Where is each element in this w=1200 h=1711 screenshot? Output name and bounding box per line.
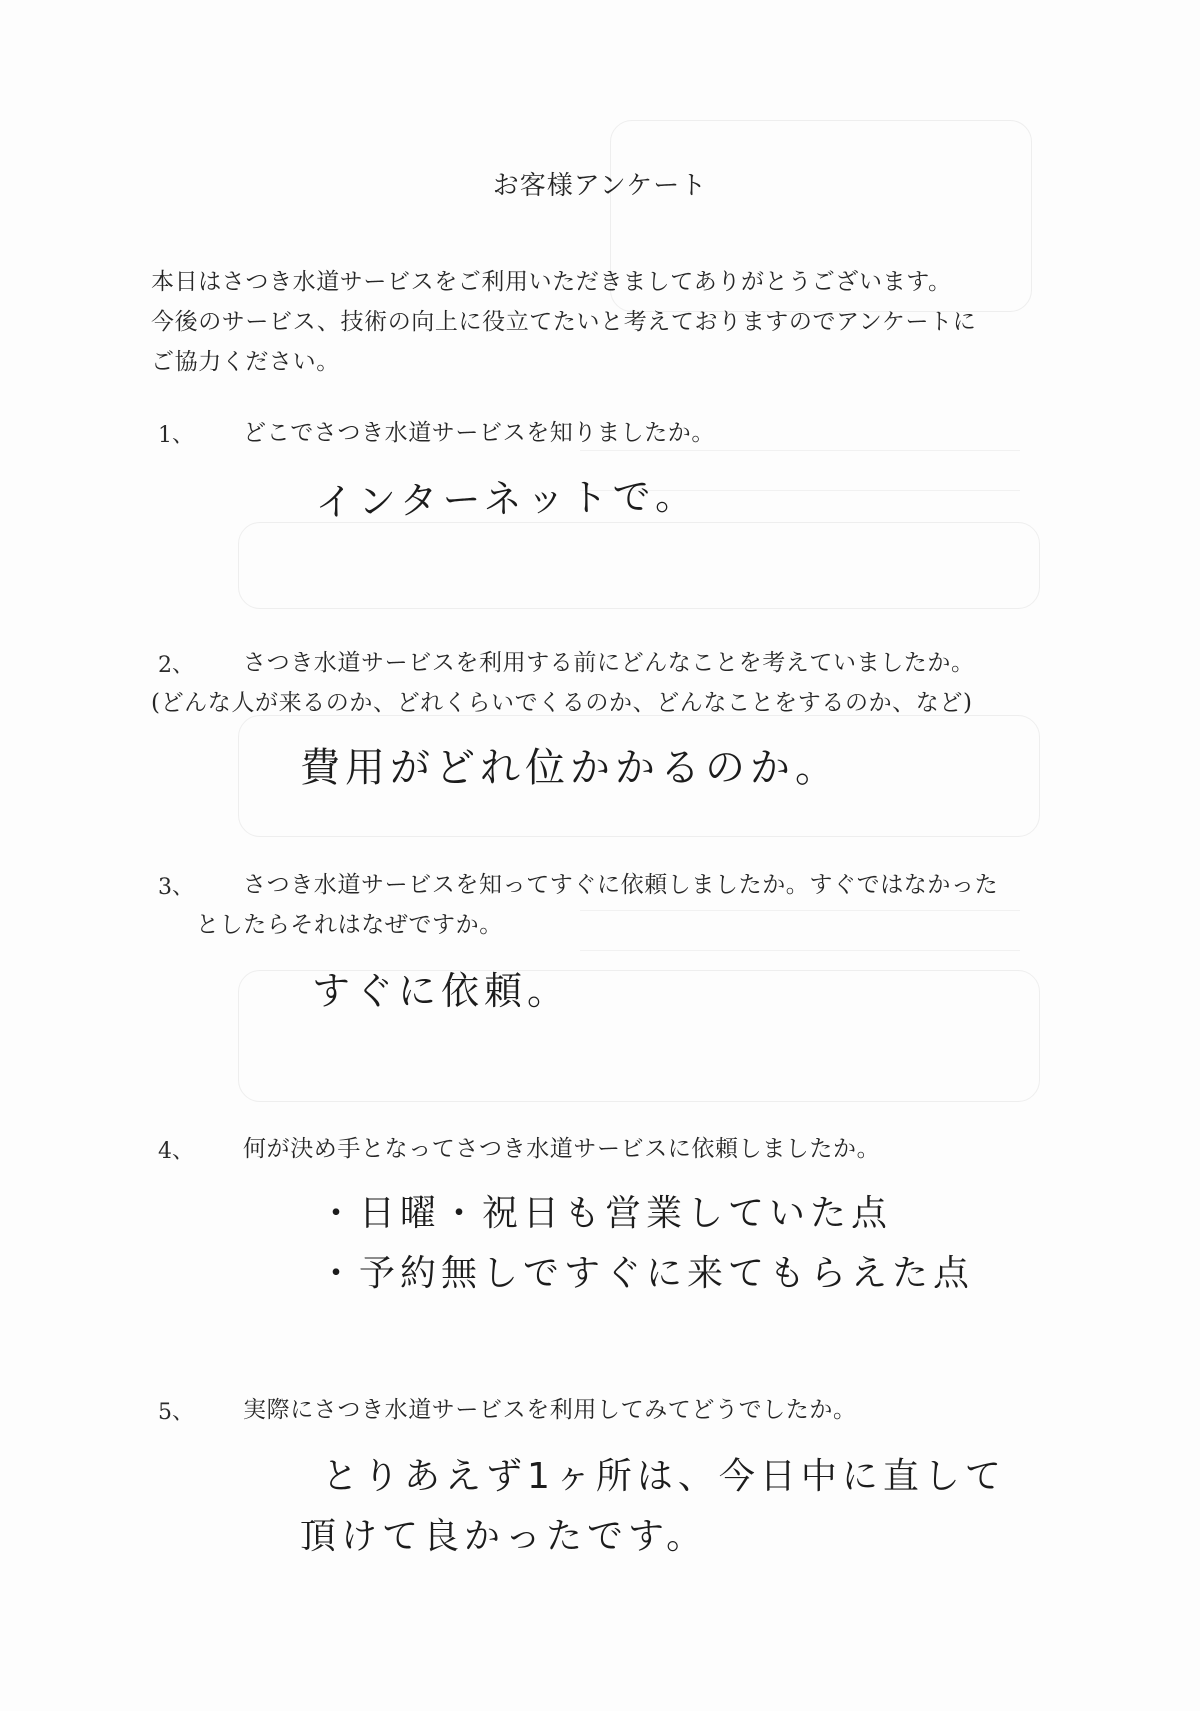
ghost-line xyxy=(580,910,1020,911)
intro-line: ご協力ください。 xyxy=(151,349,340,375)
intro-text xyxy=(151,262,1051,382)
question-5-answer: 頂けて良かったです。 xyxy=(300,1516,708,1557)
intro-line: 今後のサービス、技術の向上に役立てたいと考えておりますのでアンケートに xyxy=(151,309,977,335)
question-2-number: 2、 xyxy=(158,653,194,678)
question-4-number: 4、 xyxy=(158,1139,194,1164)
ghost-line xyxy=(580,950,1020,951)
question-4-answer: ・日曜・祝日も営業していた点 xyxy=(318,1193,893,1234)
question-5-answer: とりあえず1ヶ所は、今日中に直して xyxy=(322,1456,1006,1497)
question-2-text: さつき水道サービスを利用する前にどんなことを考えていましたか。 xyxy=(243,650,975,676)
question-3-number: 3、 xyxy=(158,875,194,900)
question-2-answer: 費用がどれ位かかるのか。 xyxy=(300,745,840,791)
question-4-text: 何が決め手となってさつき水道サービスに依頼しましたか。 xyxy=(243,1136,881,1162)
question-1-number: 1、 xyxy=(158,423,194,448)
ghost-box xyxy=(238,522,1040,609)
question-1-text: どこでさつき水道サービスを知りましたか。 xyxy=(243,420,715,446)
question-3-text: としたらそれはなぜですか。 xyxy=(196,912,503,938)
question-5-number: 5、 xyxy=(158,1400,194,1425)
question-4-answer: ・予約無しですぐに来てもらえた点 xyxy=(318,1253,975,1294)
ghost-line xyxy=(580,450,1020,451)
question-2-text: (どんな人が来るのか、どれくらいでくるのか、どんなことをするのか、など) xyxy=(151,690,973,716)
question-3-text: さつき水道サービスを知ってすぐに依頼しましたか。すぐではなかった xyxy=(243,872,999,898)
question-3-answer: すぐに依頼。 xyxy=(312,969,571,1013)
question-1-answer: インターネットで。 xyxy=(314,473,699,525)
intro-line: 本日はさつき水道サービスをご利用いただきましてありがとうございます。 xyxy=(151,269,952,295)
page-title: お客様アンケート xyxy=(492,171,708,201)
question-5-text: 実際にさつき水道サービスを利用してみてどうでしたか。 xyxy=(243,1397,857,1423)
